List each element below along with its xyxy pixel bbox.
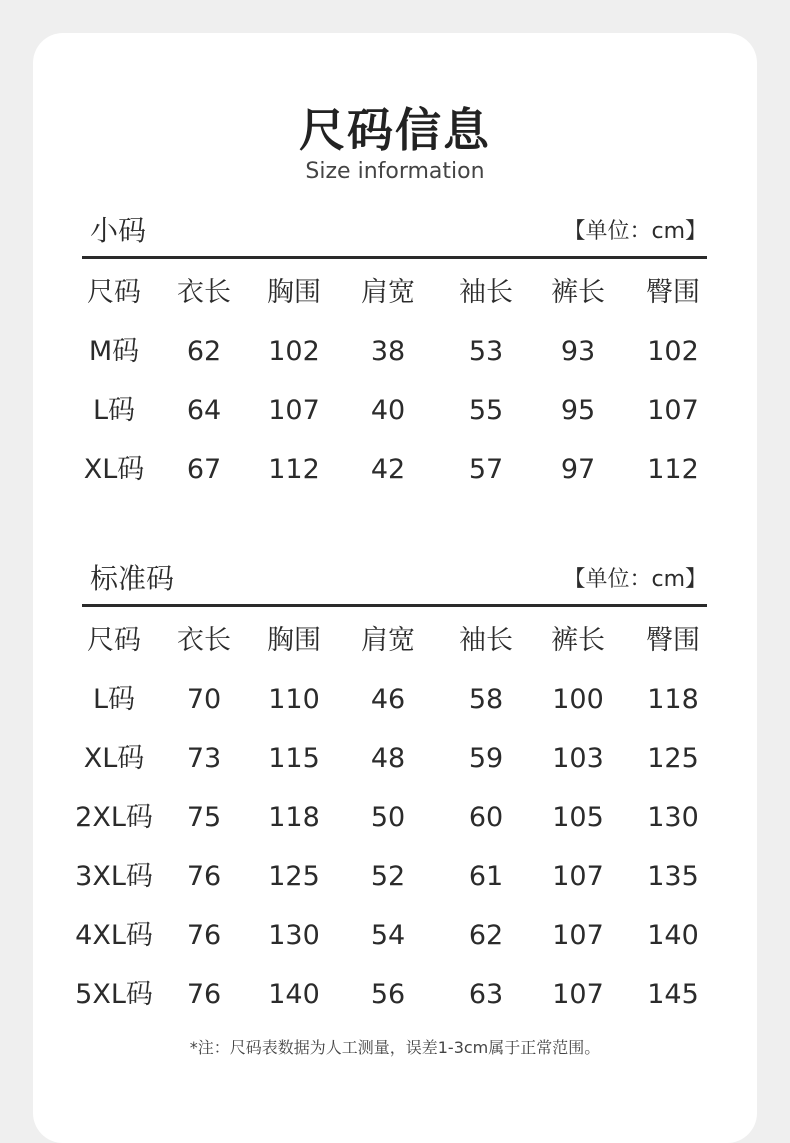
table-cell: 56	[370, 979, 406, 1010]
table-cell: 4XL码	[75, 920, 153, 951]
table-cell: 48	[370, 743, 406, 774]
table-cell: 112	[268, 454, 320, 485]
table-cell: 118	[647, 684, 699, 715]
table-cell: 38	[370, 336, 406, 367]
table-cell: L码	[92, 684, 136, 715]
page-subtitle: Size information	[305, 159, 485, 184]
column-header: 胸围	[267, 625, 321, 656]
table-cell: 76	[186, 979, 222, 1010]
column-header: 肩宽	[361, 625, 415, 656]
page-title: 尺码信息	[299, 103, 491, 157]
table-cell: 145	[647, 979, 699, 1010]
section-title: 标准码	[90, 562, 175, 595]
table-cell: XL码	[83, 454, 145, 485]
measurement-footnote: *注：尺码表数据为人工测量，误差1-3cm属于正常范围。	[189, 1038, 601, 1057]
table-cell: 61	[468, 861, 504, 892]
table-cell: 60	[468, 802, 504, 833]
table-cell: 140	[647, 920, 699, 951]
table-cell: 125	[268, 861, 320, 892]
table-row	[0, 680, 790, 720]
table-cell: 107	[552, 979, 604, 1010]
table-cell: 64	[186, 395, 222, 426]
table-row	[0, 857, 790, 897]
table-cell: 70	[186, 684, 222, 715]
column-header: 裤长	[551, 625, 605, 656]
table-cell: 57	[468, 454, 504, 485]
table-cell: 62	[186, 336, 222, 367]
table-header-row	[0, 621, 790, 661]
unit-note: 【单位：cm】	[563, 219, 707, 244]
unit-note: 【单位：cm】	[563, 567, 707, 592]
table-cell: 130	[647, 802, 699, 833]
table-cell: 58	[468, 684, 504, 715]
table-cell: 102	[268, 336, 320, 367]
table-row	[0, 450, 790, 490]
table-row	[0, 332, 790, 372]
table-cell: 73	[186, 743, 222, 774]
table-cell: 107	[552, 920, 604, 951]
table-cell: 59	[468, 743, 504, 774]
column-header: 尺码	[87, 277, 141, 308]
table-cell: 110	[268, 684, 320, 715]
table-cell: 93	[560, 336, 596, 367]
section-title: 小码	[90, 214, 147, 247]
table-cell: XL码	[83, 743, 145, 774]
table-cell: 112	[647, 454, 699, 485]
table-cell: 107	[552, 861, 604, 892]
table-cell: 125	[647, 743, 699, 774]
column-header: 裤长	[551, 277, 605, 308]
table-cell: 67	[186, 454, 222, 485]
column-header: 臀围	[646, 277, 700, 308]
table-cell: 105	[552, 802, 604, 833]
table-row	[0, 975, 790, 1015]
table-cell: 3XL码	[75, 861, 153, 892]
table-cell: 107	[268, 395, 320, 426]
column-header: 衣长	[177, 625, 231, 656]
table-cell: 95	[560, 395, 596, 426]
column-header: 尺码	[87, 625, 141, 656]
column-header: 臀围	[646, 625, 700, 656]
table-cell: M码	[88, 336, 140, 367]
table-cell: 103	[552, 743, 604, 774]
table-cell: 5XL码	[75, 979, 153, 1010]
table-cell: 76	[186, 920, 222, 951]
table-cell: 63	[468, 979, 504, 1010]
table-cell: 55	[468, 395, 504, 426]
table-cell: 2XL码	[75, 802, 153, 833]
section-header-standard	[82, 560, 707, 607]
column-header: 胸围	[267, 277, 321, 308]
table-row	[0, 798, 790, 838]
table-cell: 130	[268, 920, 320, 951]
table-cell: 97	[560, 454, 596, 485]
table-header-row	[0, 273, 790, 313]
table-cell: 40	[370, 395, 406, 426]
table-row	[0, 916, 790, 956]
table-cell: 46	[370, 684, 406, 715]
table-cell: 76	[186, 861, 222, 892]
table-row	[0, 739, 790, 779]
table-cell: 50	[370, 802, 406, 833]
column-header: 袖长	[459, 625, 513, 656]
table-cell: 118	[268, 802, 320, 833]
table-cell: 115	[268, 743, 320, 774]
table-cell: 102	[647, 336, 699, 367]
table-cell: 52	[370, 861, 406, 892]
column-header: 衣长	[177, 277, 231, 308]
table-cell: 100	[552, 684, 604, 715]
section-header-small	[82, 212, 707, 259]
table-cell: 62	[468, 920, 504, 951]
column-header: 袖长	[459, 277, 513, 308]
table-cell: 53	[468, 336, 504, 367]
table-cell: L码	[92, 395, 136, 426]
table-cell: 135	[647, 861, 699, 892]
table-cell: 54	[370, 920, 406, 951]
table-cell: 42	[370, 454, 406, 485]
column-header: 肩宽	[361, 277, 415, 308]
table-cell: 140	[268, 979, 320, 1010]
table-cell: 107	[647, 395, 699, 426]
table-cell: 75	[186, 802, 222, 833]
table-row	[0, 391, 790, 431]
